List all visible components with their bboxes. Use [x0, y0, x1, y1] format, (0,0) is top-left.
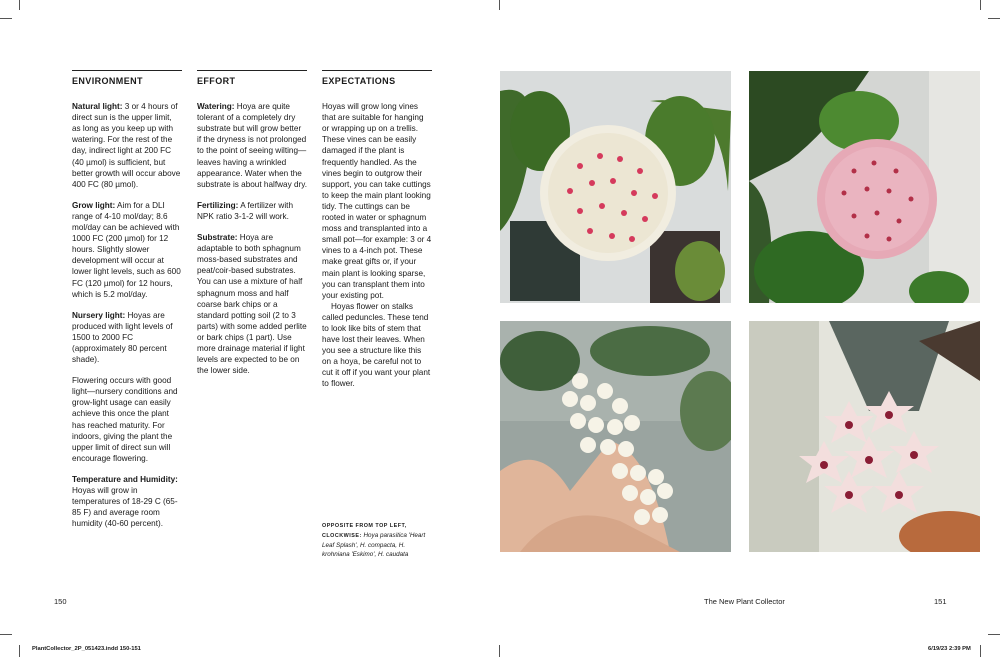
crop-mark [980, 0, 981, 10]
crop-mark [0, 18, 12, 19]
temperature-text: Hoyas will grow in temperatures of 18-29 C (65-85 F) and average room humidity (40-60 percent). [72, 486, 178, 529]
expectations-column [322, 70, 432, 400]
environment-column [72, 70, 182, 539]
column-rule [72, 70, 182, 71]
flowering-paragraph: Flowering occurs with good light—nursery conditions and grow-light usage can easily achieve this once the plant has reached maturity. For indoors, giving the plant the upper limit of direct sun will encourage flowering. [72, 376, 178, 463]
photo-hoya-compacta [749, 71, 980, 303]
nursery-light-text: Hoyas are produced with light levels of 1500 to 2000 FC (approximately 80 percent shade). [72, 310, 173, 365]
photo-hoya-parasitica [500, 71, 731, 303]
photo-caption [322, 521, 432, 559]
crop-mark [988, 18, 1000, 19]
effort-column [197, 70, 307, 386]
caption-lead: OPPOSITE FROM TOP LEFT, CLOCKWISE: [322, 523, 407, 539]
substrate-paragraph [197, 232, 307, 376]
right-page-number: 151 [934, 597, 947, 606]
crop-mark [980, 645, 981, 657]
running-title: The New Plant Collector [704, 597, 785, 606]
watering-label: Watering: [197, 102, 235, 112]
crop-mark [499, 0, 500, 10]
crop-mark [499, 645, 500, 657]
temperature-paragraph [72, 474, 182, 529]
fertilizing-label: Fertilizing: [197, 200, 239, 210]
grow-light-paragraph [72, 200, 182, 300]
natural-light-label: Natural light: [72, 102, 123, 112]
substrate-label: Substrate: [197, 233, 238, 243]
photo-hoya-caudata [749, 321, 980, 552]
fertilizing-paragraph [197, 200, 307, 222]
crop-mark [19, 645, 20, 657]
natural-light-text: 3 or 4 hours of direct sun is the upper limit, as long as you keep up with watering. For the rest of the day, indirect light at 200 FC (40 µmol) is sufficient, but better growth will occur above 400 FC (80 µmol). [72, 102, 181, 189]
grow-light-label: Grow light: [72, 200, 116, 210]
caption-plant-names: Hoya parasitica 'Heart Leaf Splash', H. compacta, H. krohniana 'Eskimo', H. caudata [322, 532, 426, 558]
effort-heading: EFFORT [197, 76, 236, 86]
slug-file-name: PlantCollector_2P_051423.indd 150-151 [32, 646, 141, 652]
column-rule [322, 70, 432, 71]
photo-hoya-krohniana-eskimo [500, 321, 731, 552]
grow-light-text: Aim for a DLI range of 4-10 mol/day; 8.6 mol/day can be achieved with 1000 FC (200 µmol) for 12 hours. Slightly slower development will occur at lower light levels, such as 600 FC (120 µmol) for 12 hours, which is 5.2 mol/day. [72, 200, 181, 299]
expectations-heading: EXPECTATIONS [322, 76, 396, 86]
slug-timestamp: 6/19/23 2:39 PM [928, 646, 971, 652]
nursery-light-paragraph [72, 310, 182, 365]
expectations-paragraph-1: Hoyas will grow long vines that are suitable for hanging or wrapping up on a trellis. These vines can be easily damaged if the plant is frequently handled. As the vines begin to outgrow their support, you can take cuttings to keep the main plant looking tidy. The cuttings can be rooted in water or sphagnum moss and transplanted into a small pot—for example: 3 or 4 vines to a 4-inch pot. These make great gifts or, if your main plant is looking sparse, you can transplant them into your existing pot. [322, 102, 432, 300]
fertilizing-text: A fertilizer with NPK ratio 3-1-2 will work. [197, 200, 293, 221]
column-rule [197, 70, 307, 71]
nursery-light-label: Nursery light: [72, 310, 126, 320]
watering-text: Hoya are quite tolerant of a completely dry substrate but will grow better if the dryness is not prolonged to the point of seeing wilting—leaves having a wrinkled appearance. Water when the substrate is about halfway dry. [197, 102, 307, 189]
temperature-label: Temperature and Humidity: [72, 474, 178, 484]
environment-heading: ENVIRONMENT [72, 76, 143, 86]
natural-light-paragraph [72, 101, 182, 190]
watering-paragraph [197, 101, 307, 190]
expectations-paragraph-2: Hoyas flower on stalks called peduncles. These tend to look like bits of stem that have lost their leaves. When you see a structure like this on a hoya, be careful not to cut it off if you want your plant to flower. [322, 301, 431, 389]
substrate-text: Hoya are adaptable to both sphagnum moss-based substrates and peat/coir-based substrates. You can use a mixture of half sphagnum moss and half coarse bark chips or a standard potting soil (2 to 3 parts) with some added perlite or bark chips (1 part). Use more drainage material if light levels are expected to be on the lower side. [197, 233, 307, 376]
crop-mark [988, 634, 1000, 635]
crop-mark [19, 0, 20, 10]
left-page-number: 150 [54, 597, 67, 606]
crop-mark [0, 634, 12, 635]
